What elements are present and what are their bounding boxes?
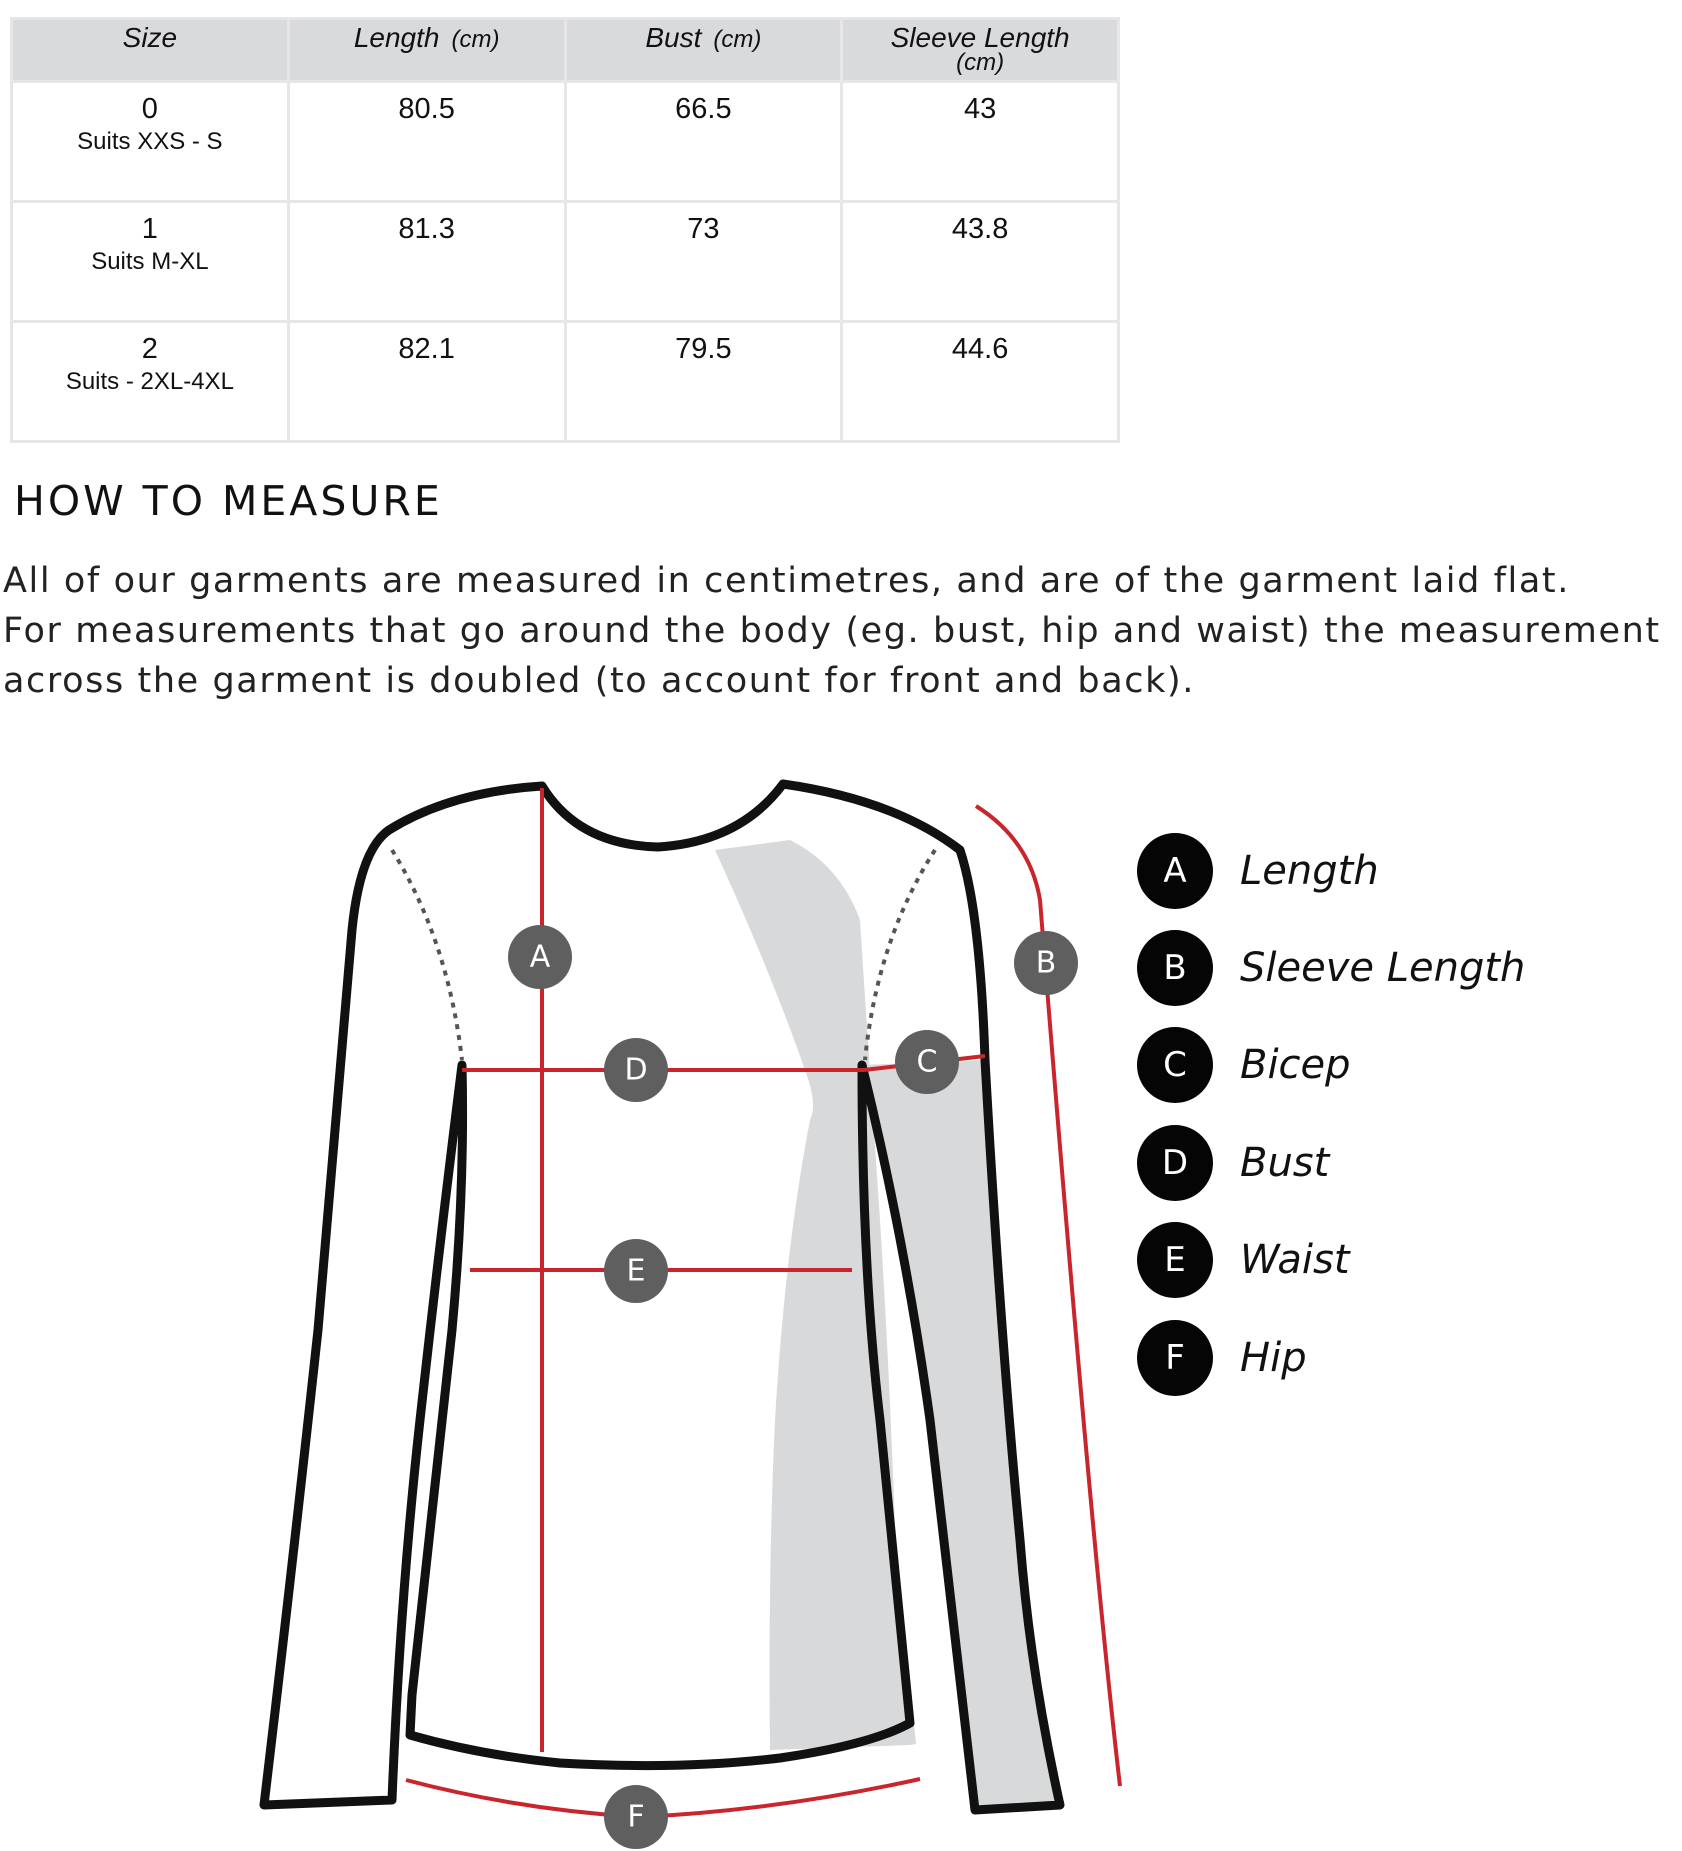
garment-shade — [715, 840, 916, 1750]
legend-badge: C — [1137, 1027, 1213, 1103]
sleeve-length-cell: 43 — [842, 82, 1119, 202]
length-cell: 80.5 — [288, 82, 565, 202]
how-to-measure-title: HOW TO MEASURE — [14, 477, 443, 525]
legend-label: Hip — [1240, 1335, 1307, 1381]
size-cell: 0 Suits XXS - S — [12, 82, 289, 202]
legend-badge: F — [1137, 1320, 1213, 1396]
size-header: Size — [12, 19, 289, 82]
svg-text:A: A — [529, 939, 551, 975]
size-table-header-row — [12, 19, 1119, 82]
size-cell: 1 Suits M-XL — [12, 202, 289, 322]
description-line: All of our garments are measured in centimetres, and are of the garment laid flat. — [3, 561, 1570, 601]
garment-diagram — [0, 770, 1140, 1851]
legend-item-hip — [1137, 1320, 1657, 1396]
bust-cell: 73 — [565, 202, 842, 322]
legend-item-length — [1137, 833, 1657, 909]
svg-text:D: D — [624, 1052, 648, 1088]
length-cell: 81.3 — [288, 202, 565, 322]
length-header: Length (cm) — [288, 19, 565, 82]
svg-text:E: E — [626, 1253, 646, 1289]
svg-text:F: F — [627, 1799, 645, 1835]
svg-text:B: B — [1035, 945, 1057, 981]
legend-label: Bicep — [1240, 1042, 1351, 1088]
legend-badge: A — [1137, 833, 1213, 909]
marker-d — [604, 1038, 668, 1102]
marker-f — [604, 1785, 668, 1849]
table-row — [12, 322, 1119, 442]
legend-item-waist — [1137, 1222, 1657, 1298]
legend-item-sleeve-length — [1137, 930, 1657, 1006]
marker-c — [895, 1030, 959, 1094]
legend-label: Bust — [1240, 1140, 1330, 1186]
sleeve-length-cell: 44.6 — [842, 322, 1119, 442]
length-cell: 82.1 — [288, 322, 565, 442]
how-to-measure-description — [3, 556, 1679, 706]
size-table — [10, 17, 1120, 443]
left-armhole-seam — [392, 850, 462, 1060]
legend-label: Sleeve Length — [1240, 945, 1526, 991]
bust-cell: 66.5 — [565, 82, 842, 202]
legend-item-bust — [1137, 1125, 1657, 1201]
bust-header: Bust (cm) — [565, 19, 842, 82]
svg-text:C: C — [916, 1044, 938, 1080]
table-row — [12, 82, 1119, 202]
marker-a — [508, 925, 572, 989]
table-row — [12, 202, 1119, 322]
sleeve-length-header: Sleeve Length (cm) — [842, 19, 1119, 82]
legend-label: Length — [1240, 848, 1379, 894]
right-armhole-seam — [865, 850, 935, 1060]
legend-badge: E — [1137, 1222, 1213, 1298]
legend-label: Waist — [1240, 1237, 1350, 1283]
description-line: across the garment is doubled (to account for front and back). — [3, 661, 1195, 701]
bust-cell: 79.5 — [565, 322, 842, 442]
legend-badge: D — [1137, 1125, 1213, 1201]
sleeve-length-cell: 43.8 — [842, 202, 1119, 322]
size-cell: 2 Suits - 2XL-4XL — [12, 322, 289, 442]
marker-e — [604, 1239, 668, 1303]
description-line: For measurements that go around the body (eg. bust, hip and waist) the measurement — [3, 611, 1661, 651]
legend-item-bicep — [1137, 1027, 1657, 1103]
legend-badge: B — [1137, 930, 1213, 1006]
marker-b — [1014, 931, 1078, 995]
